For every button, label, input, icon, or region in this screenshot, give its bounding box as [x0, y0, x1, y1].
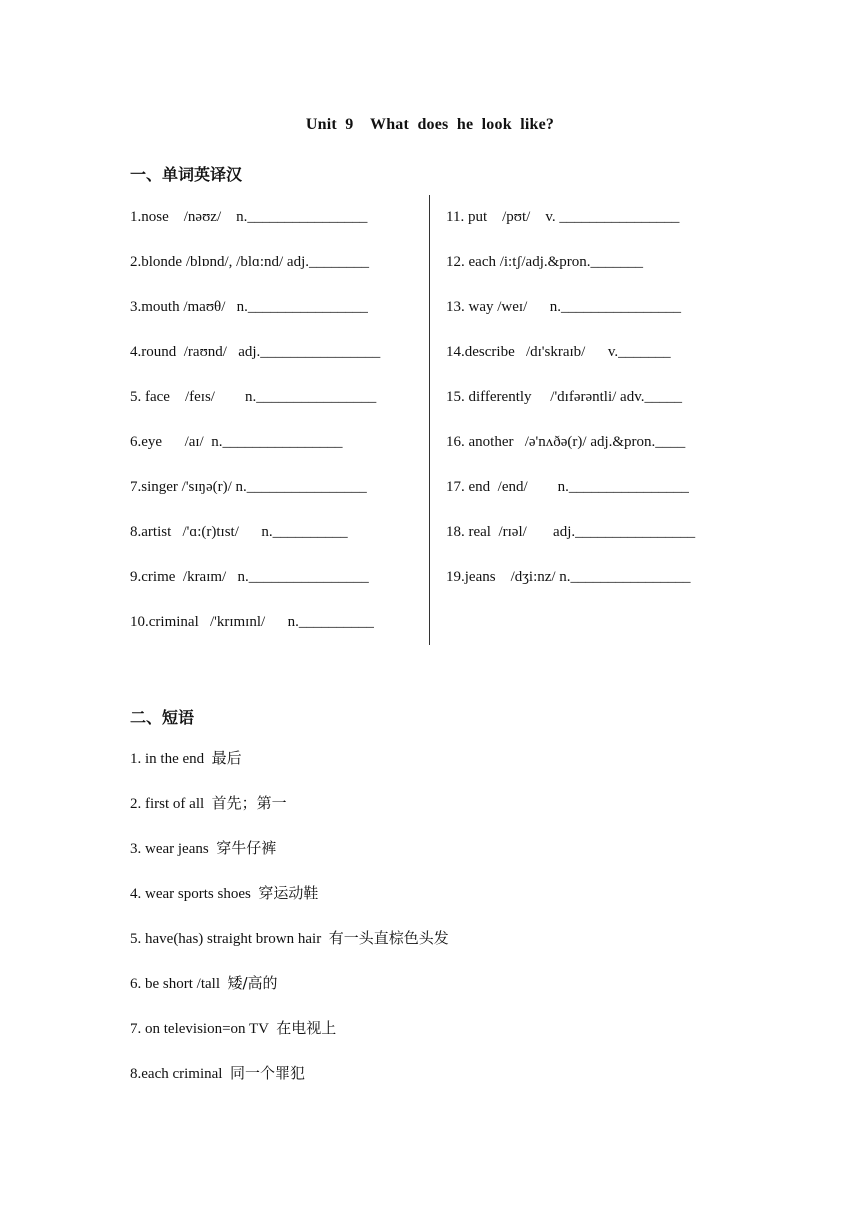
phrase-english: 2. first of all — [130, 796, 205, 812]
phrase-item — [130, 882, 449, 927]
phrase-item — [130, 1062, 449, 1107]
phrase-item — [130, 837, 449, 882]
section-heading-vocabulary: 一、单词英译汉 — [130, 165, 243, 184]
page-title: Unit 9 What does he look like? — [305, 116, 555, 133]
vocab-item: 13. way /weɪ/ n.________________ — [446, 299, 681, 315]
phrase-item — [130, 972, 449, 1017]
phrase-item — [130, 747, 449, 792]
phrase-english: 4. wear sports shoes — [130, 886, 251, 902]
phrase-item — [130, 927, 449, 972]
vocab-item: 1.nose /nəʊz/ n.________________ — [130, 209, 368, 225]
vocab-item: 17. end /end/ n.________________ — [446, 479, 689, 495]
phrase-english: 5. have(has) straight brown hair — [130, 931, 322, 947]
phrase-chinese: 在电视上 — [276, 1019, 337, 1037]
phrase-chinese: 穿运动鞋 — [258, 884, 319, 902]
vocab-item: 7.singer /'sɪŋə(r)/ n.________________ — [130, 479, 367, 495]
phrase-chinese: 最后 — [211, 749, 242, 767]
vocab-item: 14.describe /dɪ'skraɪb/ v._______ — [446, 344, 671, 360]
vocab-item: 2.blonde /blɒnd/, /blɑ:nd/ adj.________ — [130, 254, 370, 270]
vocab-item: 4.round /raʊnd/ adj.________________ — [130, 344, 381, 360]
phrase-chinese: 同一个罪犯 — [229, 1064, 305, 1082]
vocab-item: 8.artist /'ɑ:(r)tɪst/ n.__________ — [130, 524, 348, 540]
vocab-item: 11. put /pʊt/ v. ________________ — [446, 209, 680, 225]
vocab-item: 3.mouth /maʊθ/ n.________________ — [130, 299, 368, 315]
vocab-item: 9.crime /kraɪm/ n.________________ — [130, 569, 369, 585]
vocab-item: 15. differently /'dɪfərəntli/ adv._____ — [446, 389, 682, 405]
column-divider — [429, 195, 430, 645]
phrase-item — [130, 1017, 449, 1062]
vocab-item: 12. each /i:tʃ/adj.&pron._______ — [446, 254, 644, 270]
vocab-item: 5. face /feɪs/ n.________________ — [130, 389, 377, 405]
section-heading-phrases: 二、短语 — [130, 708, 195, 727]
vocab-item: 16. another /ə'nʌðə(r)/ adj.&pron.____ — [446, 434, 686, 450]
vocab-item: 19.jeans /dʒi:nz/ n.________________ — [446, 569, 691, 585]
phrase-english: 8.each criminal — [130, 1066, 223, 1082]
phrase-item — [130, 792, 449, 837]
phrase-chinese: 有一头直棕色头发 — [328, 929, 449, 947]
vocab-item: 10.criminal /'krɪmɪnl/ n.__________ — [130, 614, 374, 630]
vocab-column-right — [446, 206, 695, 611]
phrase-english: 7. on television=on TV — [130, 1021, 269, 1037]
phrase-english: 6. be short /tall — [130, 976, 220, 992]
phrase-chinese: 首先；第一 — [211, 794, 287, 812]
vocab-item: 6.eye /aɪ/ n.________________ — [130, 434, 343, 450]
phrase-chinese: 穿牛仔裤 — [216, 839, 277, 857]
vocab-item: 18. real /rɪəl/ adj.________________ — [446, 524, 696, 540]
phrase-english: 3. wear jeans — [130, 841, 209, 857]
phrase-chinese: 矮/高的 — [227, 974, 278, 992]
phrase-english: 1. in the end — [130, 751, 205, 767]
vocab-column-left — [130, 206, 380, 656]
phrase-list — [130, 747, 449, 1107]
